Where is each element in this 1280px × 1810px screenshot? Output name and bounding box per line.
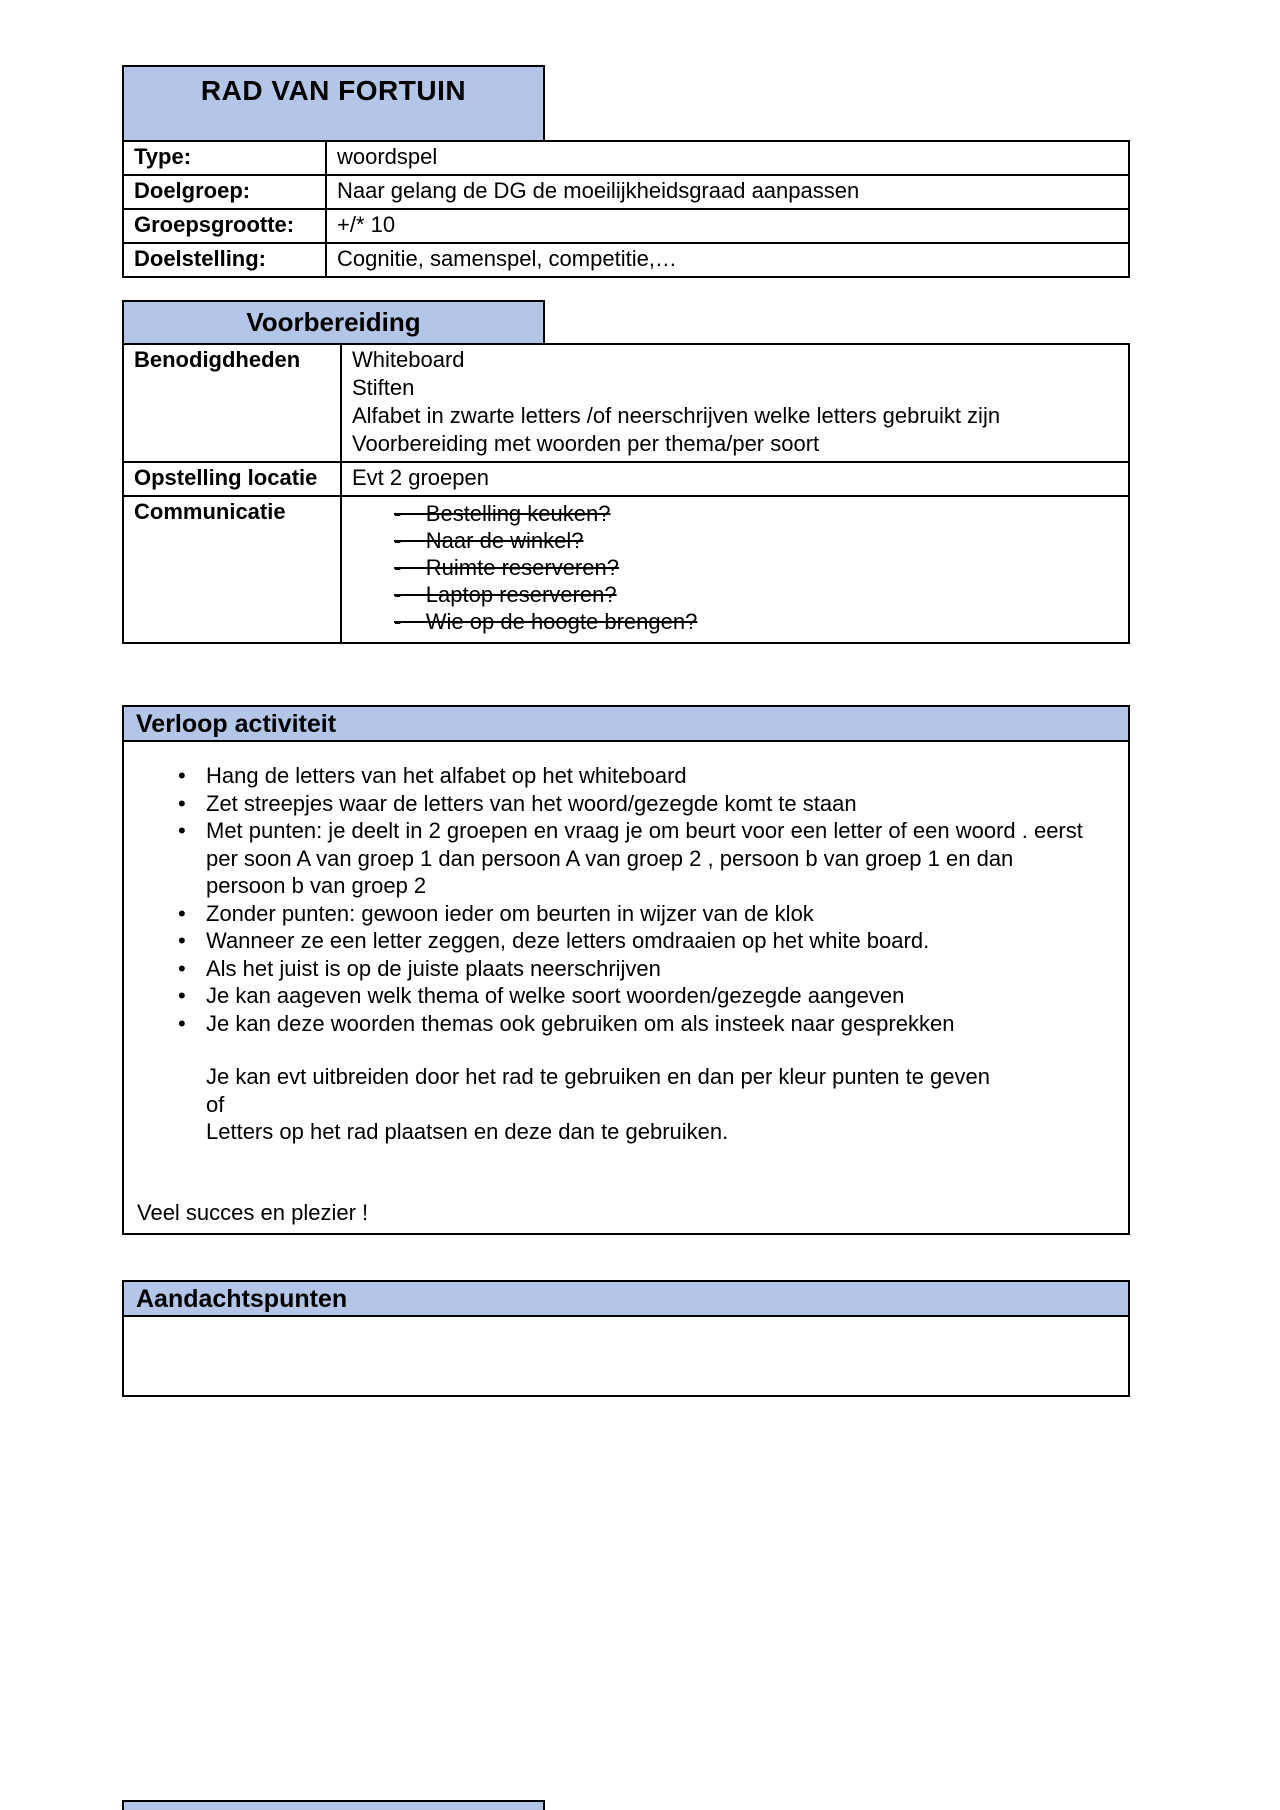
strikethrough-list-item: - Ruimte reserveren? xyxy=(394,554,1120,581)
bullet-item: • Wanneer ze een letter zeggen, deze letters omdraaien op het white board. xyxy=(172,927,1088,955)
table-row xyxy=(124,142,1128,174)
bullet-item: • Met punten: je deelt in 2 groepen en vraag je om beurt voor een letter of een woord . eerst per soon A van groep 1 dan persoon A van groep 2 , persoon b van groep 1 en dan persoon b van groep 2 xyxy=(172,817,1088,900)
row-label: Type: xyxy=(124,142,327,174)
preparation-table-rows xyxy=(122,343,1130,644)
info-table-rows xyxy=(122,140,1130,278)
row-value: Evt 2 groepen xyxy=(352,465,489,490)
value-line: Voorbereiding met woorden per thema/per soort xyxy=(352,431,820,456)
table-row-benodigdheden xyxy=(124,345,1128,461)
bullet-item: • Hang de letters van het alfabet op het whiteboard xyxy=(172,762,1088,790)
preparation-table xyxy=(122,300,1130,644)
table-row xyxy=(124,242,1128,276)
row-label: Groepsgrootte: xyxy=(124,210,327,242)
row-label: Doelstelling: xyxy=(124,244,327,276)
row-value: Cognitie, samenspel, competitie,… xyxy=(337,246,677,271)
extra-line: Je kan evt uitbreiden door het rad te gebruiken en dan per kleur punten te geven xyxy=(206,1064,990,1089)
activity-section xyxy=(122,705,1130,1235)
row-value: woordspel xyxy=(337,144,438,169)
row-value: Naar gelang de DG de moeilijkheidsgraad aanpassen xyxy=(337,178,860,203)
row-label: Doelgroep: xyxy=(124,176,327,208)
row-label: Opstelling locatie xyxy=(124,463,342,495)
activity-bullet-list xyxy=(172,762,1088,1037)
info-table-title: RAD VAN FORTUIN xyxy=(122,65,545,142)
next-page-table-header-fragment xyxy=(122,1800,545,1810)
activity-section-title: Verloop activiteit xyxy=(122,705,1130,742)
strikethrough-list-item: - Bestelling keuken? xyxy=(394,500,1120,527)
activity-extra-paragraph xyxy=(206,1063,1096,1146)
attention-section-title: Aandachtspunten xyxy=(122,1280,1130,1317)
row-label: Communicatie xyxy=(124,497,342,642)
strikethrough-list-item: - Laptop reserveren? xyxy=(394,581,1120,608)
attention-section xyxy=(122,1280,1130,1397)
strikethrough-list-item: - Naar de winkel? xyxy=(394,527,1120,554)
bullet-item: • Als het juist is op de juiste plaats neerschrijven xyxy=(172,955,1088,983)
preparation-table-title: Voorbereiding xyxy=(122,300,545,345)
table-row-communicatie xyxy=(124,495,1128,642)
value-line: Whiteboard xyxy=(352,347,465,372)
table-row xyxy=(124,208,1128,242)
row-label: Benodigdheden xyxy=(124,345,342,461)
extra-line: Letters op het rad plaatsen en deze dan te gebruiken. xyxy=(206,1119,729,1144)
extra-line: of xyxy=(206,1091,225,1117)
row-value xyxy=(342,497,1128,642)
info-table xyxy=(122,65,1130,278)
row-value: +/* 10 xyxy=(337,212,396,237)
strikethrough-list-item: - Wie op de hoogte brengen? xyxy=(394,608,1120,635)
attention-section-body xyxy=(122,1317,1130,1397)
table-row xyxy=(124,174,1128,208)
row-value xyxy=(342,345,1042,461)
activity-section-body xyxy=(122,742,1130,1235)
value-line: Stiften xyxy=(352,375,415,400)
bullet-item: • Je kan deze woorden themas ook gebruiken om als insteek naar gesprekken xyxy=(172,1010,1088,1038)
value-line: Alfabet in zwarte letters /of neerschrijven welke letters gebruikt zijn xyxy=(352,403,1001,428)
table-row-opstelling-locatie xyxy=(124,461,1128,495)
closing-text: Veel succes en plezier ! xyxy=(137,1199,369,1225)
bullet-item: • Zet streepjes waar de letters van het woord/gezegde komt te staan xyxy=(172,790,1088,818)
bullet-item: • Zonder punten: gewoon ieder om beurten in wijzer van de klok xyxy=(172,900,1088,928)
bullet-item: • Je kan aageven welk thema of welke soort woorden/gezegde aangeven xyxy=(172,982,1088,1010)
